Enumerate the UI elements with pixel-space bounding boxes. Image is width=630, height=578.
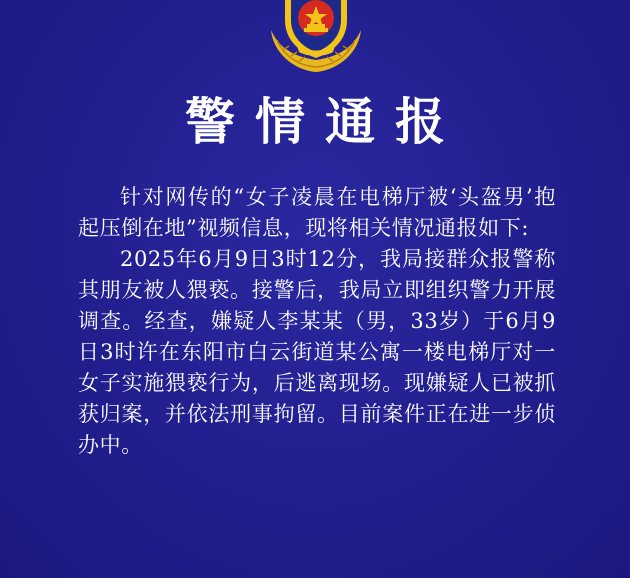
police-emblem-icon xyxy=(263,0,369,74)
intro-paragraph: 针对网传的“女子凌晨在电梯厅被‘头盔男’抱起压倒在地”视频信息，现将相关情况通报如下: xyxy=(78,185,556,240)
notice-title: 警情通报 xyxy=(185,93,465,151)
details-paragraph: 2025年6月9日3时12分，我局接群众报警称其朋友被人猥亵。接警后，我局立即组织警力开展调查。经查，嫌疑人李某某（男，33岁）于6月9日3时许在东阳市白云街道某公寓一楼电梯厅对一女子实施猥亵行为，后逃离现场。现嫌疑人已被抓获归案，并依法刑事拘留。目前案件正在进一步侦办中。 xyxy=(78,247,556,457)
notice-body xyxy=(78,182,556,461)
